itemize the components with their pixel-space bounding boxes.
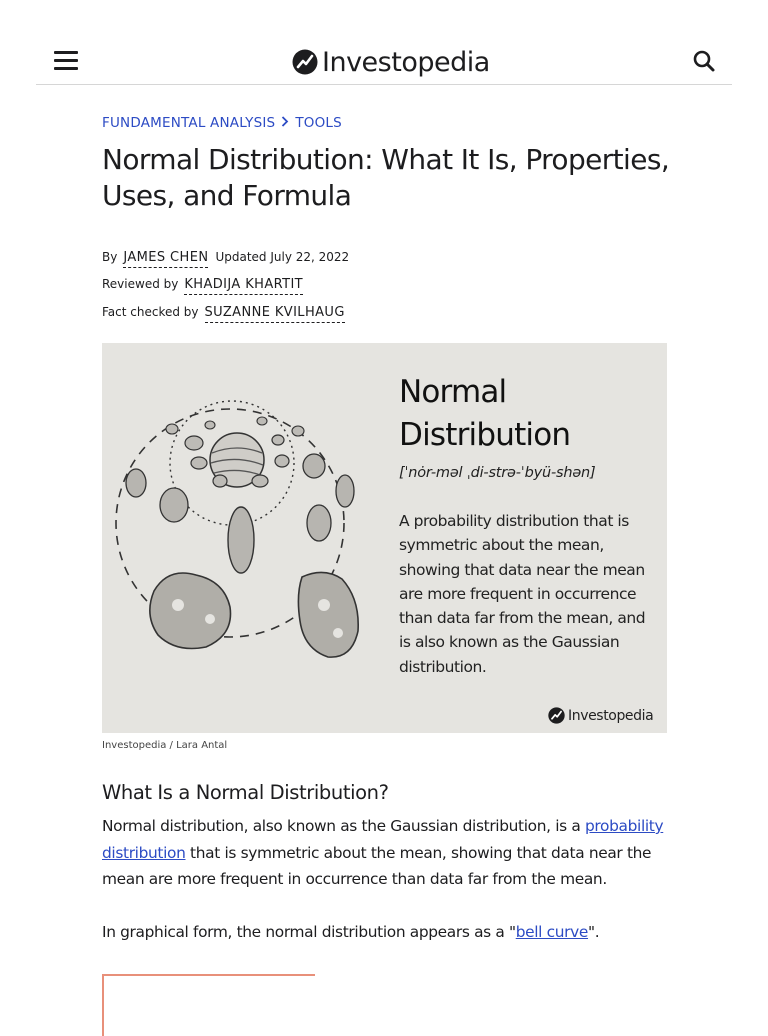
chevron-right-icon — [281, 116, 289, 131]
author-link[interactable]: JAMES CHEN — [123, 250, 208, 268]
logo-text: Investopedia — [322, 46, 490, 78]
paragraph-2-text-a: In graphical form, the normal distribution appears as a " — [102, 923, 516, 941]
by-label: By — [102, 250, 118, 264]
paragraph-2 — [102, 919, 667, 946]
byline-factcheck-row — [102, 305, 345, 323]
probability-distribution-link[interactable]: probability distribution — [102, 817, 664, 862]
paragraph-1-text-a: Normal distribution, also known as the Gaussian distribution, is a — [102, 817, 585, 835]
fact-checker-link[interactable]: SUZANNE KVILHAUG — [205, 305, 345, 323]
breadcrumb-item-fundamental-analysis[interactable]: FUNDAMENTAL ANALYSIS — [102, 115, 276, 131]
hero-title-line1: Normal — [399, 374, 507, 410]
hero-pronunciation: [ˈnȯr-məl ˌdi-strə-ˈbyü-shən] — [399, 465, 596, 481]
reviewer-link[interactable]: KHADIJA KHARTIT — [184, 277, 303, 295]
search-icon[interactable] — [690, 47, 718, 75]
investopedia-logo-icon — [292, 49, 318, 75]
paragraph-2-text-b: ". — [588, 923, 600, 941]
hero-logo-text: Investopedia — [568, 707, 654, 724]
site-header — [0, 0, 768, 85]
section-heading: What Is a Normal Distribution? — [102, 781, 389, 804]
callout-box — [102, 974, 315, 1036]
page-title: Normal Distribution: What It Is, Properties, Uses, and Formula — [102, 143, 670, 212]
image-caption: Investopedia / Lara Antal — [102, 740, 228, 751]
fact-checked-by-label: Fact checked by — [102, 305, 199, 319]
site-logo[interactable] — [292, 44, 490, 80]
byline-reviewer-row — [102, 277, 303, 295]
hamburger-menu-icon[interactable] — [52, 47, 80, 75]
header-divider — [36, 84, 732, 85]
hero-title — [399, 371, 570, 457]
bell-curve-link[interactable]: bell curve — [515, 923, 589, 941]
breadcrumb-item-tools[interactable]: TOOLS — [295, 115, 342, 131]
reviewed-by-label: Reviewed by — [102, 277, 179, 291]
paragraph-1-text-b: that is symmetric about the mean, showing that data near the mean are more frequent in occurrence than data far from the mean. — [102, 843, 652, 888]
hero-definition: A probability distribution that is symmetric about the mean, showing that data near the mean are more frequent in occurrence than data far from the mean, and is also known as the Gaussian distribution. — [399, 512, 646, 676]
updated-date: Updated July 22, 2022 — [215, 250, 350, 264]
breadcrumb — [102, 115, 342, 131]
hero-illustration — [102, 343, 667, 733]
investopedia-logo-icon — [548, 707, 565, 724]
planetary-rocks-illustration — [102, 343, 392, 733]
hero-title-line2: Distribution — [399, 417, 571, 453]
byline-author-row — [102, 250, 349, 268]
hero-logo — [548, 707, 653, 724]
paragraph-1 — [102, 813, 667, 893]
